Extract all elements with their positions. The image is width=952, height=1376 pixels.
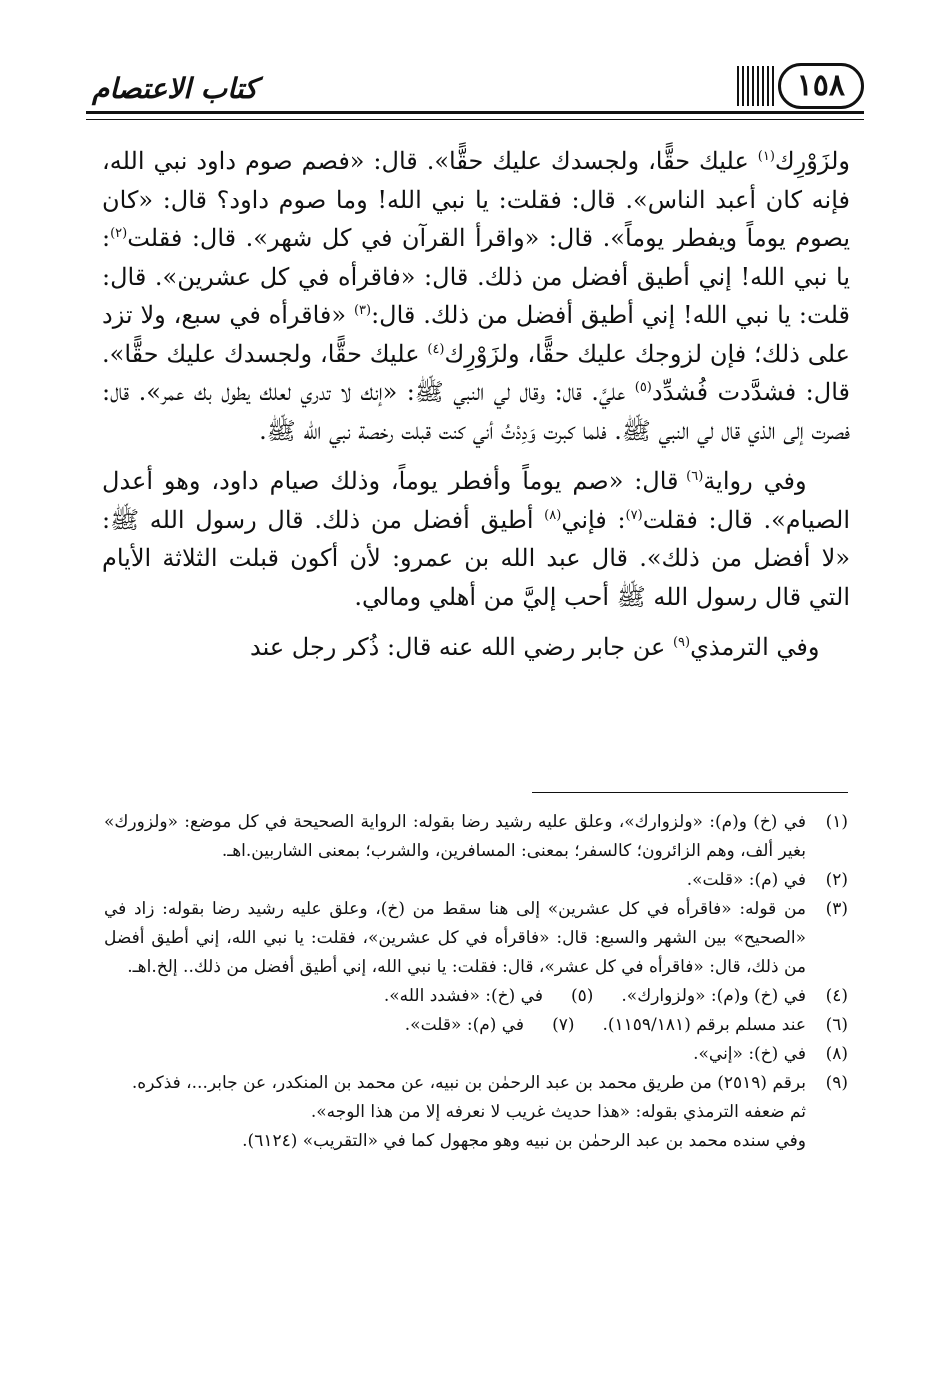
text-run: عليك حقًّا، ولجسدك عليك حقًّا». قال: «فصم صوم داود نبي الله، فإنه كان أعبد الناس». قال: فقلت: يا نبي الله! وما صوم داود؟ قال: «كان يصوم يوماً ويفطر يوماً». قال: «واقرأ القرآن في كل شهر». قال: فقلت [102, 147, 850, 252]
footnote-number: (٣) [825, 899, 848, 919]
footnote-text: برقم (٢٥١٩) من طريق محمد بن عبد الرحمٰن بن نبيه، عن محمد بن المنكدر، عن جابر...، فذكره. [131, 1073, 806, 1093]
footnote-number: (٤) [825, 986, 848, 1006]
footnote-text: عند مسلم برقم (١١٥٩/١٨١). [602, 1015, 806, 1035]
footnote-number: (٩) [825, 1073, 848, 1093]
text-run: قال: «صم يوماً وأفطر يوماً، وذلك صيام داود، وهو أعدل الصيام». قال: فقلت [102, 467, 850, 534]
footnote-text: في (م): «قلت». [404, 1015, 525, 1035]
footnote-text: في (خ): «إني». [693, 1044, 806, 1064]
footnote-item [104, 1011, 848, 1040]
text-run: عليَّ. قال: وقال لي النبي ﷺ: «إنك لا تدري لعلك يطول بك عمر». قال: فصرت إلى الذي قال لي النبي ﷺ. فلما كبرت وَدِدْتُ أني كنت قبلت رخصة نبي الله ﷺ. [102, 378, 850, 445]
footnote-ref: (٢) [110, 226, 128, 241]
footnote-number: (٢) [825, 870, 848, 890]
paragraph-1 [102, 142, 850, 450]
footnote-continuation: ثم ضعفه الترمذي بقوله: «هذا حديث غريب لا نعرفه إلا من هذا الوجه». [310, 1102, 806, 1122]
footnote-ref: (١) [757, 149, 775, 164]
footnote-text: من قوله: «فاقرأه في كل عشرين» إلى هنا سقط من (خ)، وعلق عليه رشيد رضا بقوله: زاد في «الصحيح» بين الشهر والسبع: قال: «فاقرأه في كل عشرين»، فقلت: يا نبي الله، إني أطيق أفضل من ذلك، قال: «فاقرأه في كل عشر»، قال: فقلت: يا نبي الله، إني أطيق أفضل من ذلك.. إلخ.اهـ. [104, 899, 806, 977]
page-number-box [734, 62, 864, 110]
footnote-ref: (٥) [634, 380, 652, 395]
paragraph-3 [102, 628, 850, 667]
text-run: : فإني [561, 505, 626, 534]
footnote-item [104, 1069, 848, 1098]
text-run: ولزَوْرِك [774, 147, 850, 175]
footnote-ref: (٤) [427, 341, 445, 357]
text-run: عليك حقًّا، ولجسدك عليك حقًّا». قال: فشدَّدت فُشدِّد [102, 339, 850, 406]
footnotes [104, 808, 848, 1156]
footnote-text: في (خ): «فشدد الله». [383, 986, 543, 1006]
decorative-bars-icon [734, 66, 774, 106]
header-rule-thin [86, 119, 864, 120]
main-text [102, 142, 850, 667]
footnote-item [104, 1040, 848, 1069]
footnote-number: (٧) [552, 1015, 575, 1035]
text-run: وفي رواية [703, 467, 807, 495]
text-run: أطيق أفضل من ذلك. قال رسول الله ﷺ: «لا أفضل من ذلك». قال عبد الله بن عمرو: لأن أكون قبلت الثلاثة الأيام التي قال رسول الله ﷺ أحب إليَّ من أهلي ومالي. [102, 505, 851, 611]
text-run: : يا نبي الله! إني أطيق أفضل من ذلك. قال: «فاقرأه في كل عشرين». قال: قلت: يا نبي الله! إني أطيق أفضل من ذلك. قال: [102, 224, 850, 329]
page-number: ١٥٨ [778, 63, 864, 109]
footnote-number: (٨) [825, 1044, 848, 1064]
footnote-text: في (خ) و(م): «ولزوارك»، وعلق عليه رشيد رضا بقوله: الرواية الصحيحة في كل موضع: «ولزورك» بغير ألف، وهم الزائرون؛ كالسفر؛ بمعنى: المسافرين، والشرب؛ بمعنى الشاربين.اهـ. [104, 812, 806, 861]
footnote-item [104, 895, 848, 982]
footnote-continuation: وفي سنده محمد بن عبد الرحمٰن بن نبيه وهو مجهول كما في «التقريب» (٦١٢٤). [242, 1131, 806, 1151]
footnote-item [104, 866, 848, 895]
footnote-number: (٥) [570, 986, 594, 1006]
footnote-number: (١) [825, 812, 848, 832]
footnote-ref: (٨) [544, 507, 562, 523]
footnote-pair [104, 982, 806, 1011]
text-run: عن جابر رضي الله عنه قال: ذُكر رجل عند [249, 633, 673, 661]
footnote-pair [104, 1011, 806, 1040]
header-rule [86, 111, 864, 114]
footnote-text: في (م): «قلت». [686, 870, 806, 890]
footnote-number: (٦) [825, 1015, 848, 1035]
footnote-ref: (٩) [672, 635, 691, 650]
footnote-item [104, 808, 848, 866]
text-run: «فاقرأه في سبع، ولا تزد على ذلك؛ فإن لزوجك عليك حقًّا، ولزَوْرِك [102, 301, 850, 368]
page-header [86, 62, 864, 120]
footnote-ref: (٧) [625, 507, 643, 523]
book-title: كتاب الاعتصام [92, 72, 258, 105]
footnote-item [104, 982, 848, 1011]
footnote-text: في (خ) و(م): «ولزوارك». [621, 986, 806, 1006]
paragraph-2 [102, 462, 850, 616]
footnote-ref: (٦) [686, 469, 704, 484]
footnote-ref: (٣) [353, 303, 372, 318]
text-run: وفي الترمذي [690, 633, 820, 661]
footnote-separator [532, 792, 848, 793]
